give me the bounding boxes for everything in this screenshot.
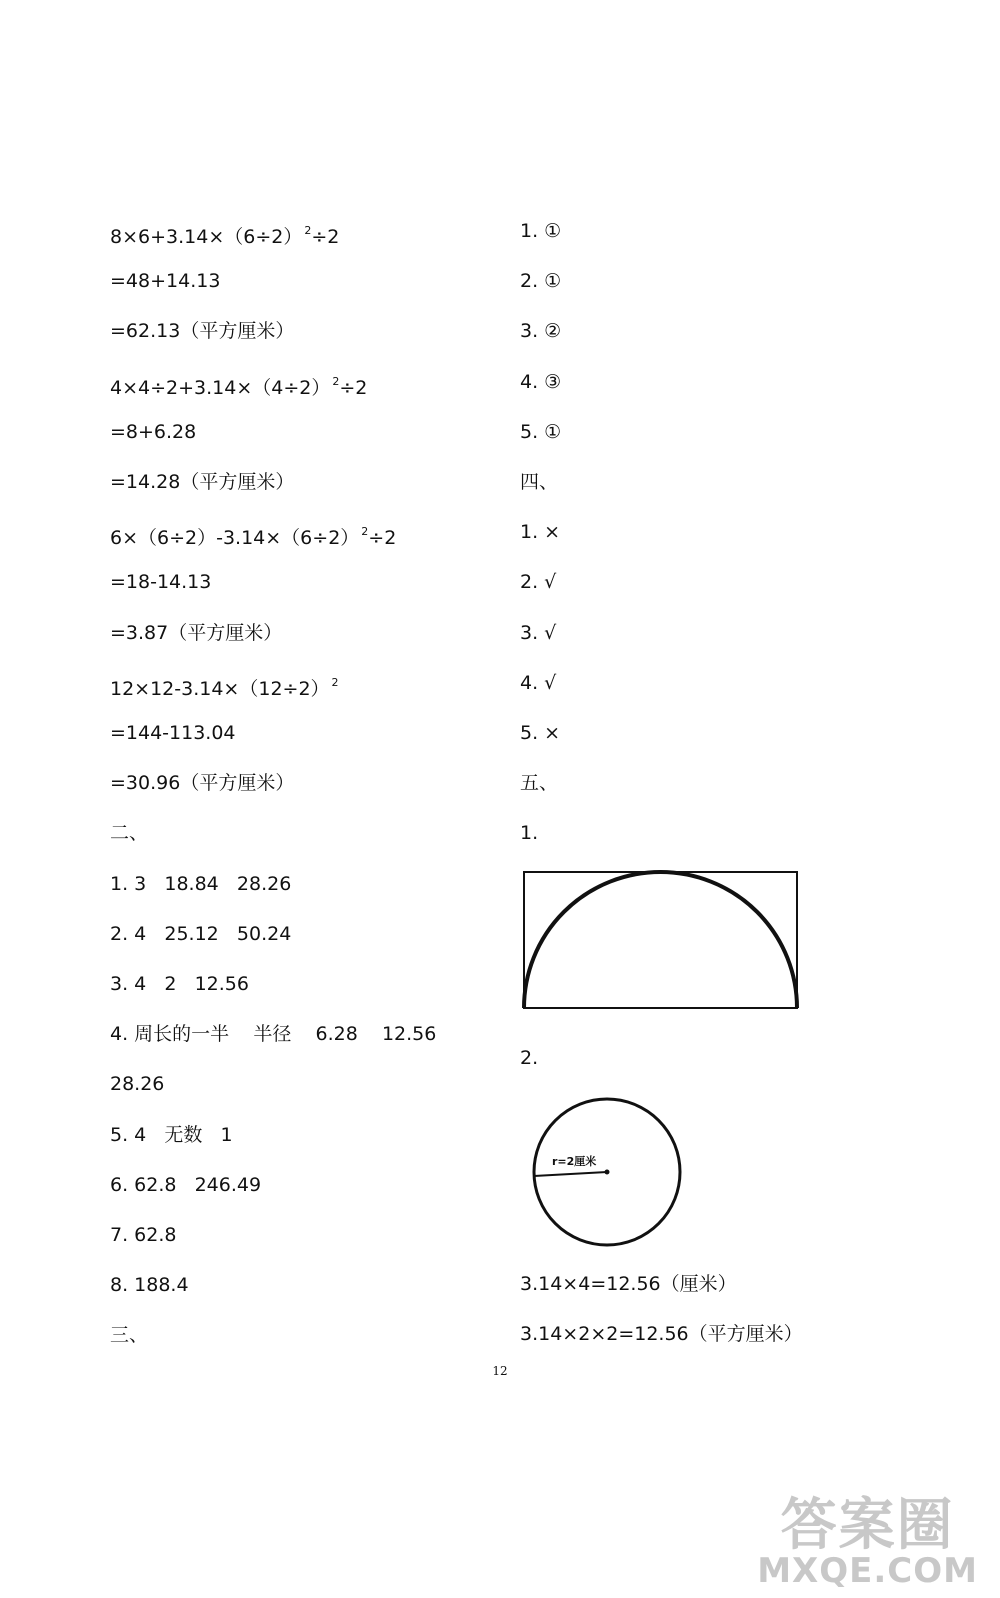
left-answer-line: 1. 3 18.84 28.26 [110,872,292,895]
right-answer-line: 1. × [520,521,561,544]
left-answer-line: =144-113.04 [110,722,236,744]
bounding-rectangle [524,872,797,1008]
right-answer-line: 1. ① [520,220,562,242]
left-answer-line: 4×4÷2+3.14×（4÷2） $^2$÷2 [110,374,368,399]
left-answer-line: 6×（6÷2）-3.14×（6÷2） $^2$÷2 [110,525,397,550]
semicircle-arc [524,872,797,1008]
right-calculation-line: 3.14×2×2=12.56（平方厘米） [520,1323,803,1345]
circle-radius-figure [526,1094,688,1254]
right-answer-line: 2. ① [520,270,562,293]
left-answer-line: 12×12-3.14×（12÷2） $^2$ [110,675,339,700]
right-answer-line: 3. √ [520,621,557,644]
answer-label-2: 2. [520,1047,539,1069]
right-answer-line: 四、 [520,471,559,493]
left-answer-line: 3. 4 2 12.56 [110,973,249,995]
radius-label: r=2厘米 [552,1155,597,1168]
left-answer-line: 28.26 [110,1073,165,1096]
left-answer-line: =30.96（平方厘米） [110,772,295,795]
left-answer-line: 7. 62.8 [110,1224,177,1246]
left-answer-line: 2. 4 25.12 50.24 [110,922,292,945]
left-answer-line: =3.87（平方厘米） [110,621,283,644]
center-dot [605,1170,610,1175]
right-answer-line: 5. × [520,722,561,744]
right-answer-line: 4. √ [520,671,557,694]
page-number: 12 [492,1364,508,1378]
right-answer-line: 2. √ [520,571,557,594]
left-answer-line: =62.13（平方厘米） [110,320,295,343]
left-answer-line: =18-14.13 [110,571,212,594]
left-answer-line: =14.28（平方厘米） [110,471,295,493]
right-answer-line: 4. ③ [520,370,562,393]
left-answer-line: 4. 周长的一半 半径 6.28 12.56 [110,1023,437,1046]
radius-line [534,1172,607,1176]
right-answer-line: 5. ① [520,420,562,443]
left-answer-line: 8. 188.4 [110,1274,189,1297]
right-answer-line: 1. [520,822,539,845]
left-answer-line: 二、 [110,822,149,845]
watermark-main-text: 答案圈 [780,1493,955,1558]
right-answer-line: 3. ② [520,320,562,343]
left-answer-line: 5. 4 无数 1 [110,1123,233,1146]
left-answer-line: =48+14.13 [110,270,221,293]
watermark-site-text: MXQE.COM [757,1551,978,1591]
left-answer-line: =8+6.28 [110,420,197,443]
left-answer-line: 三、 [110,1324,149,1347]
left-answer-line: 8×6+3.14×（6÷2） $^2$÷2 [110,224,340,248]
right-answer-line: 五、 [520,772,559,795]
watermark-logo [757,1493,978,1591]
semicircle-in-rectangle-figure [518,866,803,1012]
left-answer-line: 6. 62.8 246.49 [110,1173,262,1196]
right-calculation-line: 3.14×4=12.56（厘米） [520,1273,737,1295]
